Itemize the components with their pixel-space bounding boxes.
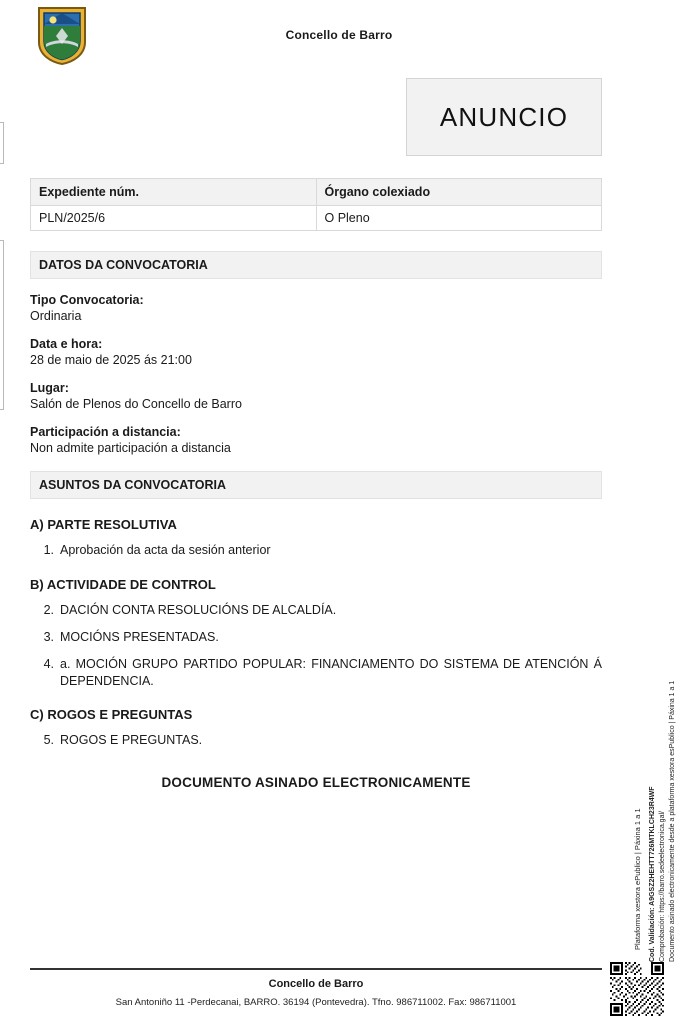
group-heading-parte-resolutiva: A) PARTE RESOLUTIVA: [30, 517, 177, 532]
section-datos-convocatoria: DATOS DA CONVOCATORIA: [30, 251, 602, 279]
table-header-organo: Órgano colexiado: [316, 179, 602, 206]
anuncio-label: ANUNCIO: [439, 101, 569, 132]
field-value: Ordinaria: [30, 309, 82, 323]
cell-expediente-num: PLN/2025/6: [31, 206, 317, 231]
field-data-hora: [30, 337, 602, 367]
footer-address: San Antoniño 11 -Perdecanai, BARRO. 36194 (Pontevedra). Tfno. 986711002. Fax: 986711001: [115, 997, 517, 1008]
sidebar-csv-validation: Cod. Validación: A9GSZ2HEHTT726MTKLCH23R4WF: [649, 786, 656, 962]
section-asuntos-convocatoria: ASUNTOS DA CONVOCATORIA: [30, 471, 602, 499]
document-content: [30, 178, 602, 790]
left-margin-stub-upper: [0, 122, 4, 164]
expediente-table: [30, 178, 602, 231]
sidebar-csv-url: Comprobación: https://barro.sedeelectronica.gal/: [659, 811, 667, 962]
list-item-number: 1.: [43, 543, 54, 557]
list-actividade-control: [30, 602, 602, 690]
signature-notice: DOCUMENTO ASINADO ELECTRONICAMENTE: [161, 775, 471, 791]
field-lugar: [30, 381, 602, 411]
list-item: [30, 602, 602, 619]
list-item-label: Aprobación da acta da sesión anterior: [60, 543, 271, 557]
table-header-expediente: Expediente núm.: [31, 179, 317, 206]
header-title: Concello de Barro: [285, 28, 393, 42]
list-item: [30, 732, 602, 749]
footer-title: Concello de Barro: [268, 978, 364, 990]
field-value: Salón de Plenos do Concello de Barro: [30, 397, 242, 411]
group-heading-rogos-preguntas: C) ROGOS E PREGUNTAS: [30, 707, 193, 723]
field-tipo-convocatoria: [30, 293, 602, 323]
sidebar-csv-block: [648, 681, 678, 962]
qr-code-icon: [610, 962, 664, 1016]
document-header: [0, 0, 678, 72]
table-header-row: [31, 179, 602, 206]
field-participacion-distancia: [30, 425, 602, 455]
list-item-label: a. MOCIÓN GRUPO PARTIDO POPULAR: FINANCIAMENTO DO SISTEMA DE ATENCIÓN Á DEPENDENCIA.: [60, 656, 602, 688]
left-margin-stub-lower: [0, 240, 4, 410]
sidebar-csv-note: Documento asinado electronicamente desde a plataforma xestora esPublico | Páxina 1 a 1: [669, 680, 677, 962]
list-item-label: ROGOS E PREGUNTAS.: [60, 733, 203, 748]
field-value: Non admite participación a distancia: [30, 441, 231, 455]
list-item-label: MOCIÓNS PRESENTADAS.: [60, 629, 219, 644]
field-label: Tipo Convocatoria:: [30, 293, 144, 307]
list-item-number: 3.: [43, 629, 54, 644]
list-parte-resolutiva: [30, 542, 602, 559]
group-heading-actividade-control: B) ACTIVIDADE DE CONTROL: [30, 576, 216, 592]
anuncio-box: [406, 78, 602, 156]
sidebar-page-reference: Plataforma xestora ePublico | Páxina 1 a 1: [633, 808, 642, 950]
list-item-number: 2.: [43, 602, 54, 617]
list-item-number: 5.: [43, 733, 54, 748]
cell-organo-colexiado: O Pleno: [316, 206, 602, 231]
list-item: [30, 656, 602, 690]
table-row: [31, 206, 602, 231]
list-item: [30, 542, 602, 559]
field-value: 28 de maio de 2025 ás 21:00: [30, 353, 192, 367]
list-rogos-preguntas: [30, 732, 602, 749]
list-item: [30, 629, 602, 646]
field-label: Lugar:: [30, 381, 69, 395]
list-item-label: DACIÓN CONTA RESOLUCIÓNS DE ALCALDÍA.: [60, 602, 337, 617]
footer-divider: [30, 968, 602, 970]
field-label: Data e hora:: [30, 337, 103, 351]
field-label: Participación a distancia:: [30, 425, 181, 439]
list-item-number: 4.: [43, 656, 54, 671]
